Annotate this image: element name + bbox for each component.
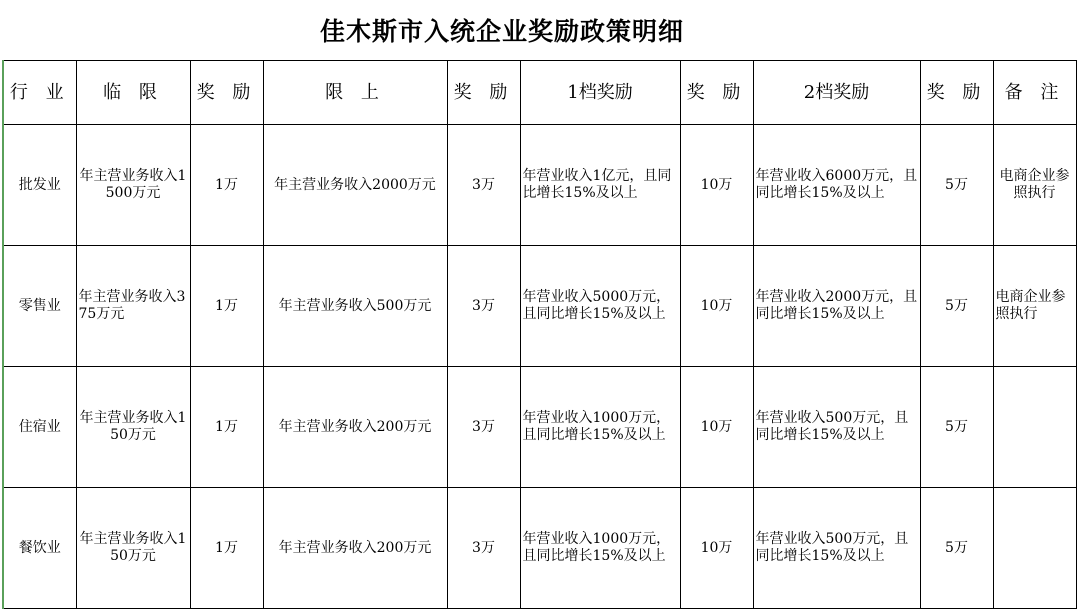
remark-cell: 电商企业参照执行 bbox=[993, 246, 1076, 367]
table-row bbox=[3, 367, 1076, 488]
tier2-condition-cell: 年营业收入6000万元，且同比增长15%及以上 bbox=[753, 125, 920, 246]
header-tier2: 2档奖励 bbox=[753, 61, 920, 125]
below-threshold-cell: 年主营业务收入150万元 bbox=[76, 367, 190, 488]
tier2-condition-cell: 年营业收入2000万元，且同比增长15%及以上 bbox=[753, 246, 920, 367]
industry-cell: 批发业 bbox=[3, 125, 76, 246]
header-industry: 行 业 bbox=[3, 61, 76, 125]
tier1-reward-cell: 10万 bbox=[680, 125, 753, 246]
header-below-threshold: 临 限 bbox=[76, 61, 190, 125]
below-reward-cell: 1万 bbox=[190, 125, 263, 246]
tier2-condition-cell: 年营业收入500万元，且同比增长15%及以上 bbox=[753, 488, 920, 609]
tier1-condition-cell: 年营业收入1000万元，且同比增长15%及以上 bbox=[520, 367, 680, 488]
remark-cell: 电商企业参照执行 bbox=[993, 125, 1076, 246]
table-row bbox=[3, 246, 1076, 367]
above-threshold-cell: 年主营业务收入2000万元 bbox=[263, 125, 447, 246]
tier1-reward-cell: 10万 bbox=[680, 367, 753, 488]
header-above-reward: 奖 励 bbox=[447, 61, 520, 125]
above-reward-cell: 3万 bbox=[447, 125, 520, 246]
header-tier1-reward: 奖 励 bbox=[680, 61, 753, 125]
below-threshold-cell: 年主营业务收入1500万元 bbox=[76, 125, 190, 246]
tier2-reward-cell: 5万 bbox=[920, 246, 993, 367]
below-threshold-cell: 年主营业务收入150万元 bbox=[76, 488, 190, 609]
above-threshold-cell: 年主营业务收入200万元 bbox=[263, 488, 447, 609]
below-reward-cell: 1万 bbox=[190, 367, 263, 488]
above-reward-cell: 3万 bbox=[447, 488, 520, 609]
page-title: 佳木斯市入统企业奖励政策明细 bbox=[319, 17, 684, 46]
below-reward-cell: 1万 bbox=[190, 488, 263, 609]
tier1-condition-cell: 年营业收入5000万元，且同比增长15%及以上 bbox=[520, 246, 680, 367]
tier2-reward-cell: 5万 bbox=[920, 488, 993, 609]
header-below-reward: 奖 励 bbox=[190, 61, 263, 125]
tier1-condition-cell: 年营业收入1亿元，且同比增长15%及以上 bbox=[520, 125, 680, 246]
header-tier1: 1档奖励 bbox=[520, 61, 680, 125]
above-reward-cell: 3万 bbox=[447, 367, 520, 488]
tier2-reward-cell: 5万 bbox=[920, 125, 993, 246]
header-remark: 备 注 bbox=[993, 61, 1076, 125]
tier2-condition-cell: 年营业收入500万元，且同比增长15%及以上 bbox=[753, 367, 920, 488]
policy-table bbox=[2, 60, 1077, 609]
tier2-reward-cell: 5万 bbox=[920, 367, 993, 488]
remark-cell bbox=[993, 367, 1076, 488]
below-reward-cell: 1万 bbox=[190, 246, 263, 367]
header-tier2-reward: 奖 励 bbox=[920, 61, 993, 125]
tier1-condition-cell: 年营业收入1000万元，且同比增长15%及以上 bbox=[520, 488, 680, 609]
header-above-threshold: 限 上 bbox=[263, 61, 447, 125]
industry-cell: 住宿业 bbox=[3, 367, 76, 488]
below-threshold-cell: 年主营业务收入375万元 bbox=[76, 246, 190, 367]
above-threshold-cell: 年主营业务收入500万元 bbox=[263, 246, 447, 367]
above-threshold-cell: 年主营业务收入200万元 bbox=[263, 367, 447, 488]
industry-cell: 零售业 bbox=[3, 246, 76, 367]
header-row bbox=[3, 61, 1076, 125]
table-row bbox=[3, 488, 1076, 609]
tier1-reward-cell: 10万 bbox=[680, 246, 753, 367]
above-reward-cell: 3万 bbox=[447, 246, 520, 367]
industry-cell: 餐饮业 bbox=[3, 488, 76, 609]
remark-cell bbox=[993, 488, 1076, 609]
tier1-reward-cell: 10万 bbox=[680, 488, 753, 609]
table-row bbox=[3, 125, 1076, 246]
